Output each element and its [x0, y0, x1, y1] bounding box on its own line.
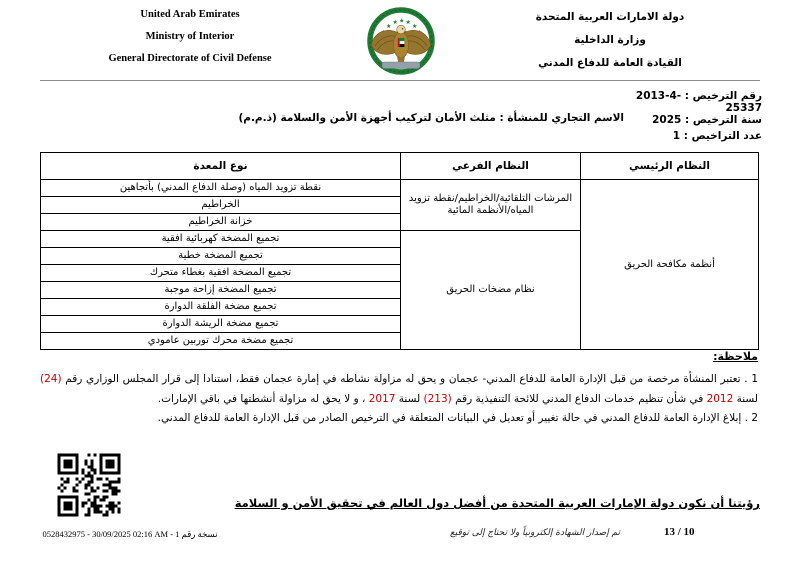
main-system-header: النظام الرئيسي [581, 153, 759, 180]
qr-code-icon [56, 452, 122, 522]
notes-title: ملاحظة: [713, 350, 758, 363]
equipment-cell: تجميع المضخة إزاحة موجبة [41, 282, 401, 299]
page-number: 13 / 10 [664, 526, 695, 538]
license-number-value: 2013-4- [635, 90, 682, 102]
star-icon: ★ [399, 17, 405, 25]
systems-table-body [41, 180, 759, 350]
star-icon: ★ [412, 23, 418, 30]
equipment-cell: تجميع مضخة الريشة الدوارة [41, 316, 401, 333]
header-english [40, 9, 340, 75]
license-count-label: عدد التراخيص : [683, 130, 762, 142]
license-year-value: 2025 [652, 114, 682, 126]
systems-table [40, 152, 759, 350]
license-count-row [673, 130, 762, 142]
subsystem-cell: نظام مضخات الحريق [401, 231, 581, 350]
note-1-segment: (213) [423, 393, 452, 405]
equipment-cell: تجميع المضخة خطية [41, 248, 401, 265]
license-number-row [636, 90, 762, 102]
uae-flag-icon [398, 38, 405, 47]
note-1-segment: 2017 [368, 393, 396, 405]
star-icon: ★ [392, 19, 398, 26]
note-1-segment: لسنة [733, 393, 758, 405]
copy-number-value: 0528432975 - 30/09/2025 02:16 AM - 1 [42, 529, 180, 539]
table-row [41, 180, 759, 197]
header-en-directorate: General Directorate of Civil Defense [108, 53, 272, 64]
header-ar-directorate: القيادة العامة للدفاع المدني [538, 57, 682, 69]
header-arabic [460, 11, 760, 80]
license-number-label: رقم الترخيص : [684, 90, 762, 102]
equipment-cell: تجميع مضخة الفلقة الدوارة [41, 299, 401, 316]
subsystem-header: النظام الفرعي [401, 153, 581, 180]
note-1-segment: (24) [40, 373, 62, 385]
electronic-issue-note: تم إصدار الشهادة إلكترونياً ولا تحتاج إلى توقيع [449, 528, 621, 538]
trade-name-label: الاسم التجاري للمنشأة : [499, 112, 624, 124]
main-system-cell: أنظمة مكافحة الحريق [581, 180, 759, 350]
note-1-segment: لسنة [395, 393, 424, 405]
table-header-row [41, 153, 759, 180]
note-1-segment: 1 . تعتبر المنشأة مرخصة من قبل الإدارة العامة للدفاع المدني- عجمان و يحق له مزاولة نشاطه في إمارة عجمان فقط، استنادا إلى قرار المجلس الوزاري رقم [61, 373, 758, 385]
copy-number-line [25, 529, 235, 540]
subsystem-cell: المرشات التلقائية/الخراطيم/نقطة تزويد المياه/الأنظمة المائية [401, 180, 581, 231]
trade-name-row [238, 112, 624, 124]
equipment-cell: خزانة الخراطيم [41, 214, 401, 231]
copy-number-label: نسخة رقم [181, 529, 218, 539]
header-ar-country: دولة الامارات العربية المتحدة [535, 11, 685, 23]
header-en-country: United Arab Emirates [140, 9, 240, 20]
equipment-cell: نقطة تزويد المياه (وصلة الدفاع المدني) بأتجاهين [41, 180, 401, 197]
header-divider-line [40, 80, 760, 81]
note-1 [40, 369, 758, 409]
license-year-label: سنة الترخيص : [684, 114, 762, 126]
header-en-ministry: Ministry of Interior [145, 31, 235, 42]
note-1-segment: في شأن تنظيم خدمات الدفاع المدني للائحة التنفيذية رقم [451, 393, 707, 405]
equipment-cell: تجميع المضخة افقية بغطاء متحرك [41, 265, 401, 282]
equipment-cell: تجميع المضخة كهربائية افقية [41, 231, 401, 248]
note-1-segment: ، و لا يحق له مزاولة أنشطتها في باقي الإمارات. [157, 393, 369, 405]
equipment-cell: تجميع مضخة محرك توربين عامودي [41, 333, 401, 350]
equipment-cell: الخراطيم [41, 197, 401, 214]
note-1-segment: 2012 [706, 393, 734, 405]
license-count-value: 1 [672, 130, 681, 142]
note-2: 2 . إبلاغ الإدارة العامة للدفاع المدني في حالة تغيير أو تعديل في البيانات المتعلقة في الترخيص الصادر من قبل الإدارة العامة للدفاع المدني. [157, 412, 758, 424]
header-ar-ministry: وزارة الداخلية [574, 34, 646, 46]
trade-name-value: مثلث الأمان لتركيب أجهزة الأمن والسلامة (ذ.م.م) [238, 112, 496, 124]
vision-statement: رؤيتنا أن نكون دولة الإمارات العربية المتحدة من أفضل دول العالم في تحقيق الأمن و السلامة [234, 496, 760, 510]
systems-table-wrap [40, 152, 759, 350]
license-number-value-wrap: 25337 [725, 102, 762, 114]
equipment-type-header: نوع المعدة [41, 153, 401, 180]
star-icon: ★ [386, 23, 392, 30]
license-year-row [652, 114, 762, 126]
star-icon: ★ [405, 19, 411, 26]
ministry-of-interior-emblem-icon [357, 3, 445, 77]
